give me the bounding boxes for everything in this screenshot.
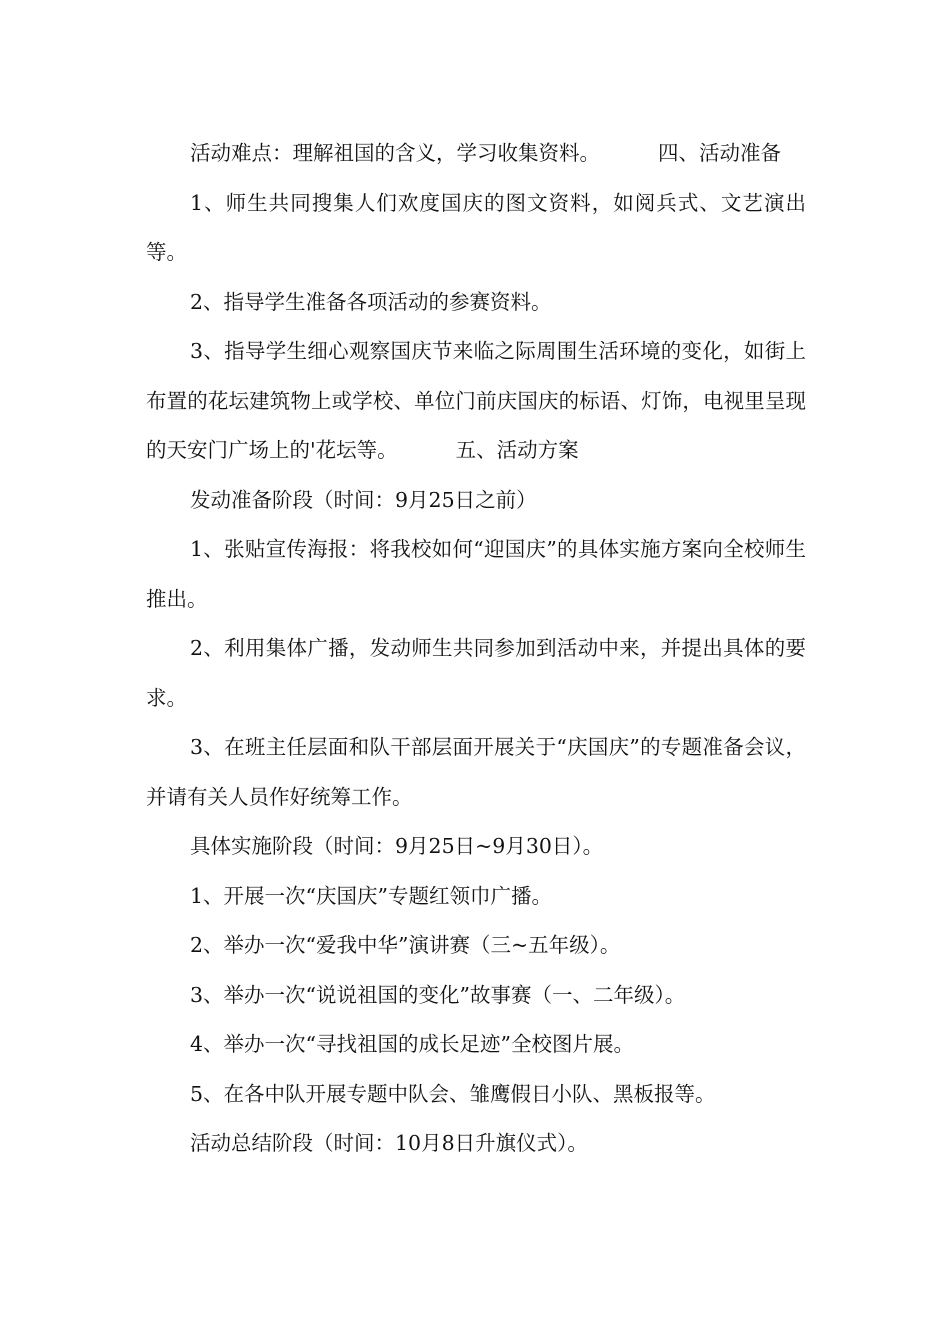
paragraph-prep-item-1: 1、师生共同搜集人们欢度国庆的图文资料，如阅兵式、文艺演出等。 bbox=[146, 190, 806, 264]
section-heading-preparation: 四、活动准备 bbox=[658, 141, 781, 165]
paragraph-text: 活动难点：理解祖国的含义，学习收集资料。 bbox=[190, 141, 600, 165]
paragraph-prep-item-2: 2、指导学生准备各项活动的参赛资料。 bbox=[190, 289, 552, 314]
paragraph-implement-item-3: 3、举办一次“说说祖国的变化”故事赛（一、二年级）。 bbox=[190, 982, 686, 1007]
section-heading-plan: 五、活动方案 bbox=[455, 438, 579, 462]
paragraph-mobilize-item-2: 2、利用集体广播，发动师生共同参加到活动中来，并提出具体的要求。 bbox=[146, 636, 806, 710]
paragraph-implement-item-5: 5、在各中队开展专题中队会、雏鹰假日小队、黑板报等。 bbox=[190, 1081, 716, 1106]
paragraph-mobilize-item-3: 3、在班主任层面和队干部层面开展关于“庆国庆”的专题准备会议，并请有关人员作好统筹工作。 bbox=[146, 735, 806, 809]
paragraph-text: 3、指导学生细心观察国庆节来临之际周围生活环境的变化，如街上布置的花坛建筑物上或学校、单位门前庆国庆的标语、灯饰，电视里呈现的天安门广场上的'花坛等。 bbox=[146, 339, 806, 462]
paragraph-prep-item-3 bbox=[146, 327, 806, 476]
paragraph-implement-item-1: 1、开展一次“庆国庆”专题红领巾广播。 bbox=[190, 883, 553, 908]
paragraph-activity-difficulty bbox=[146, 129, 806, 179]
document-page bbox=[146, 129, 806, 1169]
paragraph-implement-item-2: 2、举办一次“爱我中华”演讲赛（三~五年级）。 bbox=[190, 933, 621, 957]
paragraph-stage-summary: 活动总结阶段（时间：10月8日升旗仪式）。 bbox=[190, 1131, 588, 1155]
paragraph-stage-mobilize: 发动准备阶段（时间：9月25日之前） bbox=[190, 487, 537, 512]
paragraph-stage-implement: 具体实施阶段（时间：9月25日~9月30日）。 bbox=[190, 834, 604, 858]
paragraph-implement-item-4: 4、举办一次“寻找祖国的成长足迹”全校图片展。 bbox=[190, 1032, 635, 1056]
paragraph-mobilize-item-1: 1、张贴宣传海报：将我校如何“迎国庆”的具体实施方案向全校师生推出。 bbox=[146, 537, 806, 611]
